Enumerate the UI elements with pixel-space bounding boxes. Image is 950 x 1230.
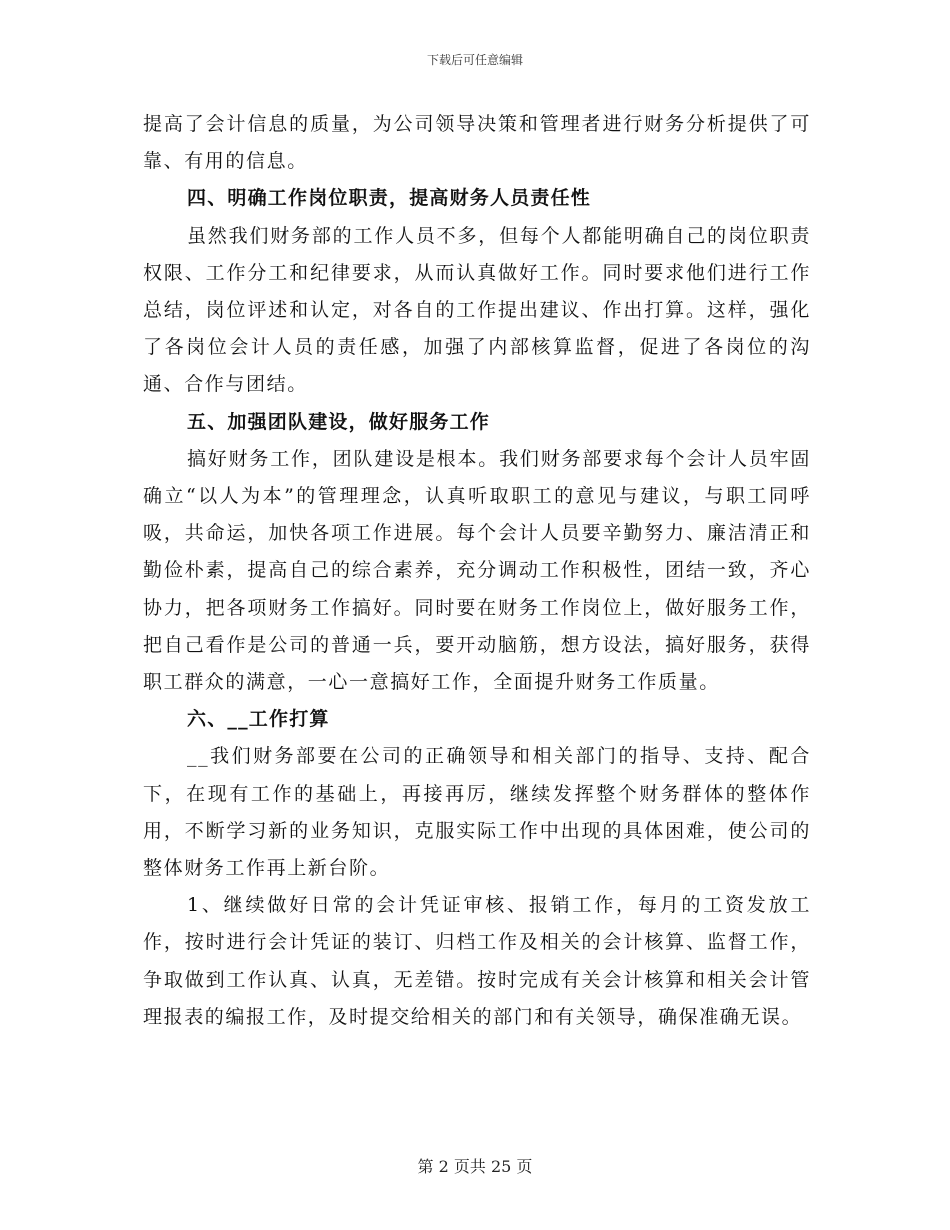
body-paragraph: 搞好财务工作，团队建设是根本。我们财务部要求每个会计人员牢固确立“以人为本”的管理理念，认真听取职工的意见与建议，与职工同呼吸，共命运，加快各项工作进展。每个会计人员要辛勤努力、廉洁清正和勤俭朴素，提高自己的综合素养，充分调动工作积极性，团结一致，齐心协力，把各项财务工作搞好。同时要在财务工作岗位上，做好服务工作，把自己看作是公司的普通一兵，要开动脑筋，想方设法，搞好服务，获得职工群众的满意，一心一意搞好工作，全面提升财务工作质量。 — [143, 447, 811, 694]
document-body — [143, 106, 811, 1036]
body-paragraph: __我们财务部要在公司的正确领导和相关部门的指导、支持、配合下，在现有工作的基础上，再接再厉，继续发挥整个财务群体的整体作用，不断学习新的业务知识，克服实际工作中出现的具体困难，使公司的整体财务工作再上新台阶。 — [143, 745, 811, 880]
section-heading: 五、加强团队建设，做好服务工作 — [187, 410, 491, 433]
body-paragraph: 1、继续做好日常的会计凭证审核、报销工作，每月的工资发放工作，按时进行会计凭证的装订、归档工作及相关的会计核算、监督工作，争取做到工作认真、认真，无差错。按时完成有关会计核算和相关会计管理报表的编报工作，及时提交给相关的部门和有关领导，确保准确无误。 — [143, 894, 811, 1028]
section-heading: 四、明确工作岗位职责，提高财务人员责任性 — [187, 187, 592, 210]
page-footer: 第 2 页共 25 页 — [417, 1157, 533, 1176]
body-paragraph: 虽然我们财务部的工作人员不多，但每个人都能明确自己的岗位职责权限、工作分工和纪律要求，从而认真做好工作。同时要求他们进行工作总结，岗位评述和认定，对各自的工作提出建议、作出打算。这样，强化了各岗位会计人员的责任感，加强了内部核算监督，促进了各岗位的沟通、合作与团结。 — [143, 224, 811, 396]
section-heading: 六、__工作打算 — [187, 708, 330, 731]
body-paragraph: 提高了会计信息的质量，为公司领导决策和管理者进行财务分析提供了可靠、有用的信息。 — [143, 113, 811, 173]
page-header: 下载后可任意编辑 — [426, 53, 523, 67]
